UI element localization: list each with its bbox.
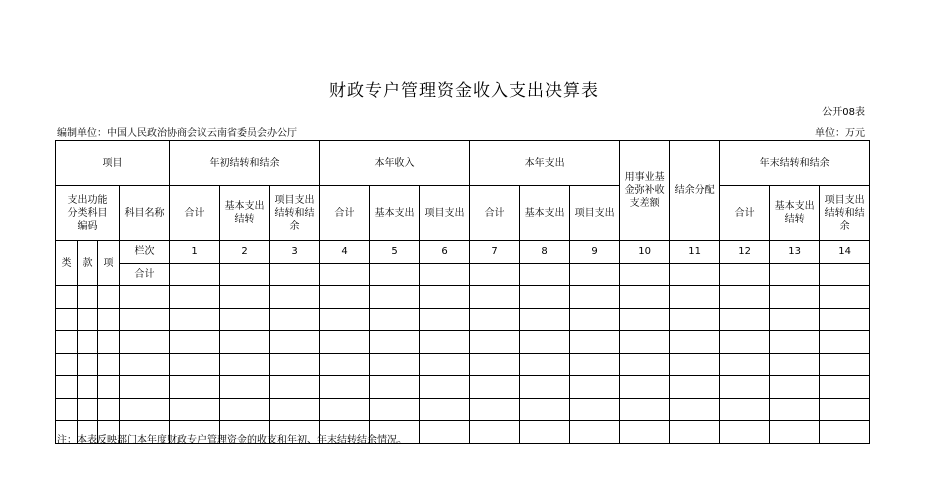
org-label: 编制单位：中国人民政治协商会议云南省委员会办公厅 <box>57 128 297 139</box>
cell <box>370 263 420 286</box>
sum-row-label: 合计 <box>120 263 170 286</box>
table-row <box>56 308 870 331</box>
col-no-4: 4 <box>320 241 370 264</box>
header-income-project: 项目支出 <box>420 186 470 241</box>
header-expense-total: 合计 <box>470 186 520 241</box>
col-no-5: 5 <box>370 241 420 264</box>
col-no-1: 1 <box>170 241 220 264</box>
header-opening-project: 项目支出结转和结余 <box>270 186 320 241</box>
cell <box>470 263 520 286</box>
col-no-13: 13 <box>770 241 820 264</box>
header-current-expense: 本年支出 <box>470 141 620 186</box>
header-income-basic: 基本支出 <box>370 186 420 241</box>
cell <box>420 263 470 286</box>
cell <box>820 263 870 286</box>
col-no-14: 14 <box>820 241 870 264</box>
header-closing-project: 项目支出结转和结余 <box>820 186 870 241</box>
header-opening-basic: 基本支出结转 <box>220 186 270 241</box>
cell <box>520 263 570 286</box>
cell <box>320 263 370 286</box>
table-row <box>56 331 870 354</box>
budget-table <box>55 140 870 444</box>
header-section: 款 <box>78 241 98 286</box>
header-current-income: 本年收入 <box>320 141 470 186</box>
header-income-total: 合计 <box>320 186 370 241</box>
header-closing-balance: 年末结转和结余 <box>720 141 870 186</box>
table-row <box>56 398 870 421</box>
cell <box>620 263 670 286</box>
cell <box>170 263 220 286</box>
header-expense-project: 项目支出 <box>570 186 620 241</box>
table-row <box>56 376 870 399</box>
header-closing-total: 合计 <box>720 186 770 241</box>
table-row <box>56 353 870 376</box>
col-no-11: 11 <box>670 241 720 264</box>
cell <box>220 263 270 286</box>
cell <box>570 263 620 286</box>
col-no-2: 2 <box>220 241 270 264</box>
header-expense-basic: 基本支出 <box>520 186 570 241</box>
cell <box>670 263 720 286</box>
header-subsidy: 用事业基金弥补收支差额 <box>620 141 670 241</box>
sum-row <box>56 263 870 286</box>
header-surplus-dist: 结余分配 <box>670 141 720 241</box>
col-no-3: 3 <box>270 241 320 264</box>
column-number-label: 栏次 <box>120 241 170 264</box>
col-no-12: 12 <box>720 241 770 264</box>
header-func-code: 支出功能分类科目编码 <box>56 186 120 241</box>
cell <box>720 263 770 286</box>
cell <box>270 263 320 286</box>
header-subject-name: 科目名称 <box>120 186 170 241</box>
col-no-6: 6 <box>420 241 470 264</box>
unit-label: 单位：万元 <box>815 128 865 139</box>
header-opening-total: 合计 <box>170 186 220 241</box>
header-closing-basic: 基本支出结转 <box>770 186 820 241</box>
header-opening-balance: 年初结转和结余 <box>170 141 320 186</box>
table-row <box>56 286 870 309</box>
cell <box>770 263 820 286</box>
header-item: 项目 <box>56 141 170 186</box>
header-entry: 项 <box>98 241 120 286</box>
page-title: 财政专户管理资金收入支出决算表 <box>329 81 599 101</box>
col-no-10: 10 <box>620 241 670 264</box>
col-no-7: 7 <box>470 241 520 264</box>
footnote: 注：本表反映部门本年度财政专户管理资金的收支和年初、年末结转结余情况。 <box>57 435 407 446</box>
col-no-8: 8 <box>520 241 570 264</box>
header-class: 类 <box>56 241 78 286</box>
col-no-9: 9 <box>570 241 620 264</box>
form-code: 公开08表 <box>822 107 865 118</box>
